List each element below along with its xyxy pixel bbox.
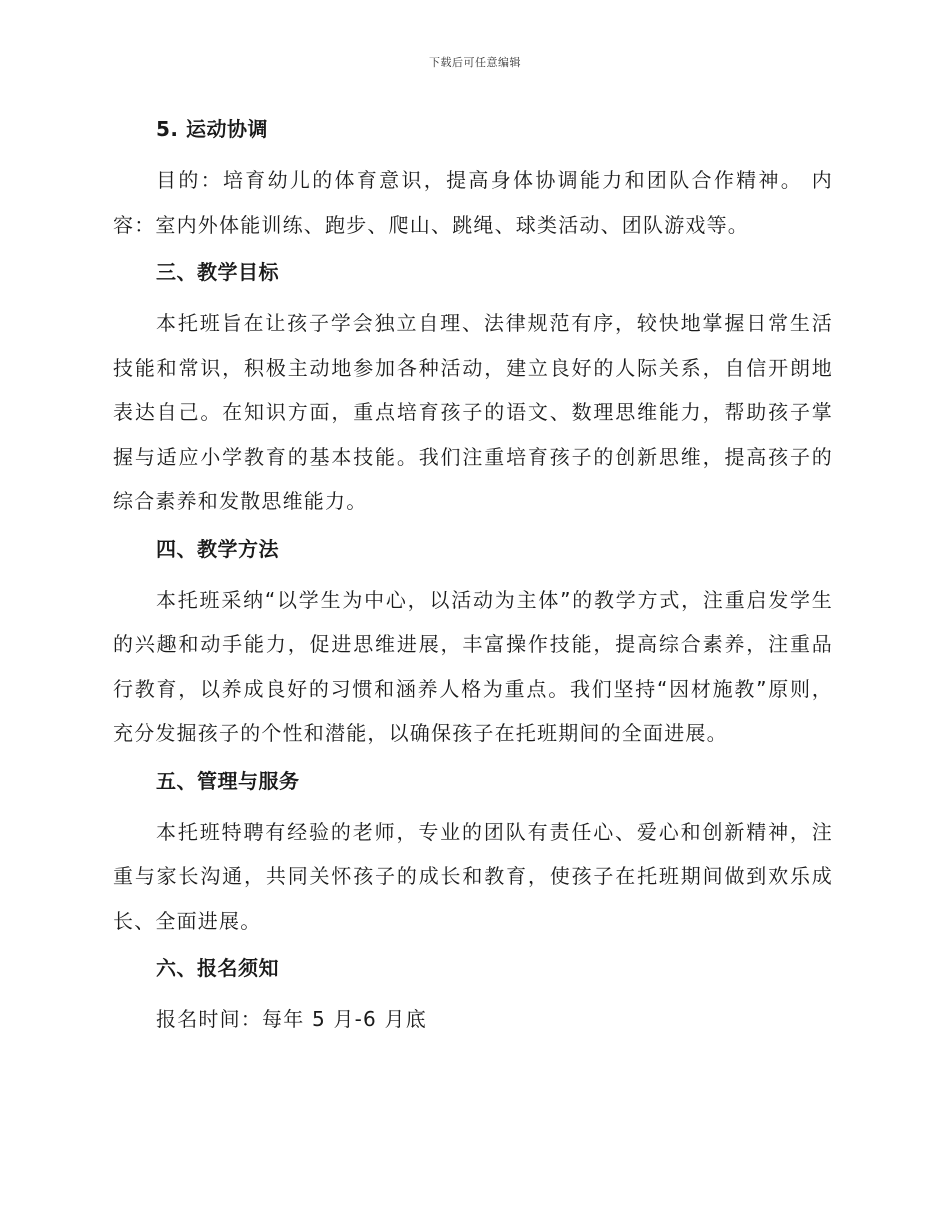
document-body <box>113 112 833 1042</box>
section-paragraph: 目的：培育幼儿的体育意识，提高身体协调能力和团队合作精神。 内容：室内外体能训练、跑步、爬山、跳绳、球类活动、团队游戏等。 <box>113 168 833 237</box>
page-header: 下载后可任意编辑 <box>429 56 521 69</box>
section-heading-teaching-goals: 三、教学目标 <box>156 260 279 284</box>
section-heading-motor-coordination: 5. 运动协调 <box>156 117 268 141</box>
section-paragraph: 本托班特聘有经验的老师，专业的团队有责任心、爱心和创新精神，注重与家长沟通，共同关怀孩子的成长和教育，使孩子在托班期间做到欢乐成长、全面进展。 <box>113 819 833 933</box>
section-paragraph: 本托班采纳“以学生为中心，以活动为主体”的教学方式，注重启发学生的兴趣和动手能力，促进思维进展，丰富操作技能，提高综合素养，注重品行教育，以养成良好的习惯和涵养人格为重点。我们坚持“因材施教”原则，充分发掘孩子的个性和潜能，以确保孩子在托班期间的全面进展。 <box>113 587 833 745</box>
section-paragraph: 报名时间：每年 5 月-6 月底 <box>156 1007 427 1031</box>
section-heading-teaching-methods: 四、教学方法 <box>156 536 279 561</box>
section-heading-registration: 六、报名须知 <box>156 956 279 980</box>
section-heading-management-service: 五、管理与服务 <box>156 768 300 793</box>
section-paragraph: 本托班旨在让孩子学会独立自理、法律规范有序，较快地掌握日常生活技能和常识，积极主动地参加各种活动，建立良好的人际关系，自信开朗地表达自己。在知识方面，重点培育孩子的语文、数理思维能力，帮助孩子掌握与适应小学教育的基本技能。我们注重培育孩子的创新思维，提高孩子的综合素养和发散思维能力。 <box>113 311 833 513</box>
